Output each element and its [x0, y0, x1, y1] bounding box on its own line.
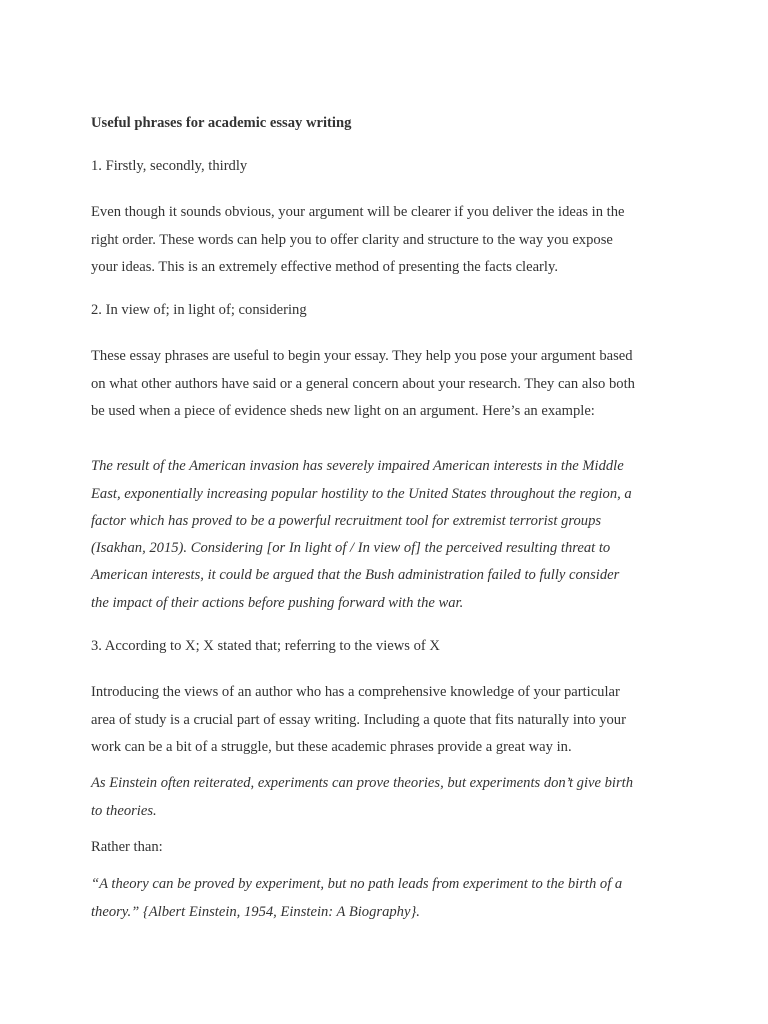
paragraph-1-line: right order. These words can help you to offer clarity and structure to the way you expose	[91, 232, 613, 248]
section-heading-3: 3. According to X; X stated that; referring to the views of X	[91, 638, 440, 654]
example-quote-line: (Isakhan, 2015). Considering [or In light of / In view of] the perceived resulting threat to	[91, 540, 611, 556]
einstein-paraphrase-line: As Einstein often reiterated, experiments can prove theories, but experiments don’t give birth	[91, 775, 634, 791]
einstein-quote-line: theory.” {Albert Einstein, 1954, Einstein: A Biography}.	[91, 904, 420, 920]
document-title: Useful phrases for academic essay writing	[91, 115, 352, 131]
paragraph-1-line: your ideas. This is an extremely effective method of presenting the facts clearly.	[91, 259, 558, 275]
section-heading-1: 1. Firstly, secondly, thirdly	[91, 158, 248, 174]
example-quote-line: the impact of their actions before pushing forward with the war.	[91, 595, 464, 611]
einstein-paraphrase-line: to theories.	[91, 803, 157, 819]
paragraph-3-line: area of study is a crucial part of essay writing. Including a quote that fits naturally into your	[91, 712, 626, 728]
section-heading-2: 2. In view of; in light of; considering	[91, 302, 307, 318]
example-quote-line: American interests, it could be argued that the Bush administration failed to fully consider	[91, 567, 620, 583]
paragraph-3-line: work can be a bit of a struggle, but these academic phrases provide a great way in.	[91, 739, 572, 755]
rather-than-label: Rather than:	[91, 839, 163, 855]
paragraph-3-line: Introducing the views of an author who has a comprehensive knowledge of your particular	[91, 684, 620, 700]
example-quote-line: East, exponentially increasing popular hostility to the United States throughout the region, a	[91, 486, 632, 502]
paragraph-2-line: on what other authors have said or a general concern about your research. They can also both	[91, 376, 635, 392]
paragraph-2-line: These essay phrases are useful to begin your essay. They help you pose your argument based	[91, 348, 633, 364]
example-quote-line: factor which has proved to be a powerful recruitment tool for extremist terrorist groups	[91, 513, 602, 529]
paragraph-2-line: be used when a piece of evidence sheds new light on an argument. Here’s an example:	[91, 403, 595, 419]
example-quote-line: The result of the American invasion has severely impaired American interests in the Middle	[91, 458, 624, 474]
einstein-quote-line: “A theory can be proved by experiment, but no path leads from experiment to the birth of a	[91, 876, 623, 892]
paragraph-1-line: Even though it sounds obvious, your argument will be clearer if you deliver the ideas in the	[91, 204, 625, 220]
